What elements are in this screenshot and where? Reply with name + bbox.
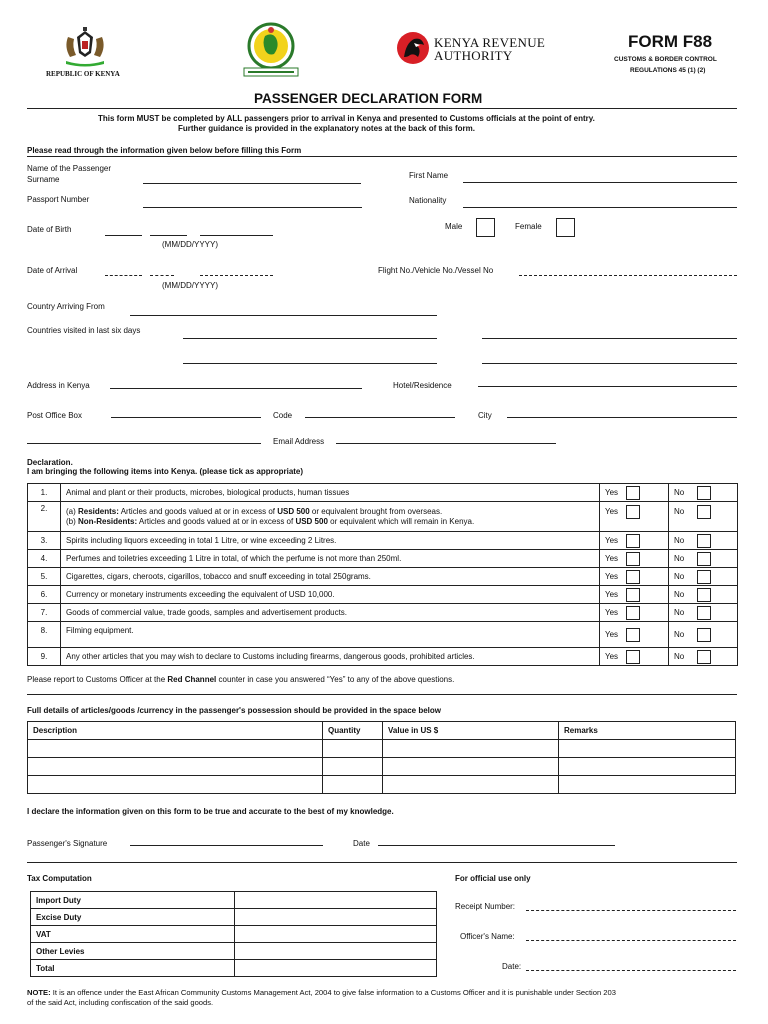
tax-row-label: Excise Duty: [31, 909, 235, 926]
arrival-day-field[interactable]: [150, 275, 174, 276]
republic-of-kenya-text: REPUBLIC OF KENYA: [46, 70, 120, 78]
tax-row-label: VAT: [31, 926, 235, 943]
yes-label: Yes: [605, 553, 619, 563]
receipt-field[interactable]: [526, 910, 736, 911]
first-name-label: First Name: [409, 171, 449, 180]
yes-cell: [600, 622, 669, 648]
female-label: Female: [515, 222, 542, 231]
yes-cell: [600, 568, 669, 586]
email-field[interactable]: [336, 443, 556, 444]
passport-label: Passport Number: [27, 195, 90, 204]
table-row: [28, 740, 736, 758]
note-line1: [27, 988, 616, 997]
yes-checkbox[interactable]: [626, 534, 640, 548]
item-2b-end: or equivalent which will remain in Kenya.: [327, 516, 475, 526]
no-checkbox[interactable]: [697, 588, 711, 602]
description-cell[interactable]: [28, 776, 323, 794]
yes-checkbox[interactable]: [626, 588, 640, 602]
hotel-field[interactable]: [478, 386, 737, 387]
no-label: No: [674, 507, 685, 517]
item-text: Animal and plant or their products, microbes, biological products, human tissues: [61, 484, 600, 502]
male-checkbox[interactable]: [476, 218, 495, 237]
po-box-label: Post Office Box: [27, 411, 82, 420]
first-name-field[interactable]: [463, 182, 737, 183]
red-channel-post: counter in case you answered “Yes” to any of the above questions.: [216, 675, 455, 684]
no-checkbox[interactable]: [697, 505, 711, 519]
table-row: [28, 502, 738, 532]
no-cell: [669, 532, 738, 550]
item-text: Currency or monetary instruments exceeding the equivalent of USD 10,000.: [61, 586, 600, 604]
remarks-cell[interactable]: [559, 776, 736, 794]
arrival-format-hint: (MM/DD/YYYY): [162, 281, 218, 290]
item-text: Cigarettes, cigars, cheroots, cigarillos, tobacco and snuff exceeding in total 250grams.: [61, 568, 600, 586]
dob-year-field[interactable]: [200, 235, 273, 236]
table-row: [31, 926, 437, 943]
no-checkbox[interactable]: [697, 606, 711, 620]
table-header-row: [28, 722, 736, 740]
yes-label: Yes: [605, 571, 619, 581]
no-label: No: [674, 535, 685, 545]
yes-cell: [600, 502, 669, 532]
officer-label: Officer's Name:: [460, 932, 515, 941]
flight-field[interactable]: [519, 275, 737, 276]
yes-checkbox[interactable]: [626, 552, 640, 566]
kra-lion-logo: [396, 31, 430, 65]
item-number: 2.: [28, 502, 61, 532]
column-header: Description: [28, 722, 323, 740]
table-row: [28, 586, 738, 604]
description-cell[interactable]: [28, 740, 323, 758]
details-heading: Full details of articles/goods /currency in the passenger's possession should be provided in the space below: [27, 706, 442, 715]
address-field[interactable]: [110, 388, 362, 389]
no-label: No: [674, 651, 685, 661]
page-title: PASSENGER DECLARATION FORM: [254, 91, 483, 106]
surname-label: Surname: [27, 175, 60, 184]
item-2a-prefix: (a): [66, 506, 78, 516]
email-label: Email Address: [273, 437, 325, 446]
no-cell: [669, 484, 738, 502]
table-row: [31, 909, 437, 926]
yes-checkbox[interactable]: [626, 628, 640, 642]
yes-cell: [600, 484, 669, 502]
tax-table: [30, 891, 437, 977]
table-row: [28, 758, 736, 776]
item-2a-text: Articles and goods valued at or in excess of: [118, 506, 278, 516]
item-number: 3.: [28, 532, 61, 550]
no-label: No: [674, 607, 685, 617]
table-row: [28, 484, 738, 502]
no-checkbox[interactable]: [697, 650, 711, 664]
yes-checkbox[interactable]: [626, 486, 640, 500]
arrival-year-field[interactable]: [200, 275, 273, 276]
column-header: Remarks: [559, 722, 736, 740]
red-channel-label: Red Channel: [167, 675, 217, 684]
female-checkbox[interactable]: [556, 218, 575, 237]
declare-statement: I declare the information given on this form to be true and accurate to the best of my knowledge.: [27, 807, 394, 816]
remarks-cell[interactable]: [559, 740, 736, 758]
description-cell[interactable]: [28, 758, 323, 776]
no-cell: [669, 568, 738, 586]
red-channel-notice: [27, 675, 454, 684]
item-number: 6.: [28, 586, 61, 604]
yes-cell: [600, 532, 669, 550]
read-notice: Please read through the information given below before filling this Form: [27, 146, 302, 155]
divider: [27, 156, 737, 157]
dob-month-field[interactable]: [105, 235, 142, 236]
tax-amount-cell[interactable]: [235, 926, 437, 943]
no-checkbox[interactable]: [697, 628, 711, 642]
city-field[interactable]: [507, 417, 737, 418]
countries-visited-field-3[interactable]: [183, 363, 437, 364]
code-field[interactable]: [305, 417, 455, 418]
item-text: Spirits including liquors exceeding in total 1 Litre, or wine exceeding 2 Litres.: [61, 532, 600, 550]
yes-label: Yes: [605, 629, 619, 639]
arrival-label: Date of Arrival: [27, 266, 78, 275]
official-date-label: Date:: [502, 962, 522, 971]
yes-checkbox[interactable]: [626, 606, 640, 620]
table-row: [28, 776, 736, 794]
item-number: 5.: [28, 568, 61, 586]
no-label: No: [674, 629, 685, 639]
quantity-cell[interactable]: [323, 758, 383, 776]
item-text: Any other articles that you may wish to declare to Customs including firearms, dangerous goods, prohibited articles.: [61, 648, 600, 666]
no-checkbox[interactable]: [697, 570, 711, 584]
surname-field[interactable]: [143, 183, 361, 184]
declaration-heading: Declaration.: [27, 458, 73, 467]
item-2a-usd: USD 500: [277, 506, 310, 516]
red-channel-pre: Please report to Customs Officer at the: [27, 675, 168, 684]
no-label: No: [674, 487, 685, 497]
signature-field[interactable]: [130, 845, 323, 846]
item-number: 8.: [28, 622, 61, 648]
kenya-coat-of-arms-logo: [60, 25, 110, 67]
city-label: City: [478, 411, 492, 420]
no-cell: [669, 604, 738, 622]
table-row: [28, 648, 738, 666]
tax-amount-cell[interactable]: [235, 943, 437, 960]
country-from-field[interactable]: [130, 315, 437, 316]
remarks-cell[interactable]: [559, 758, 736, 776]
dob-day-field[interactable]: [150, 235, 187, 236]
divider: [27, 694, 737, 695]
form-number: FORM F88: [628, 32, 713, 51]
yes-cell: [600, 586, 669, 604]
no-checkbox[interactable]: [697, 552, 711, 566]
countries-visited-field-4[interactable]: [482, 363, 737, 364]
item-2a-end: or equivalent brought from overseas.: [309, 506, 443, 516]
countries-visited-label: Countries visited in last six days: [27, 326, 141, 335]
customs-line1: CUSTOMS & BORDER CONTROL: [614, 56, 717, 63]
value-cell[interactable]: [383, 758, 559, 776]
table-row: [28, 622, 738, 648]
divider: [27, 108, 737, 109]
name-label: Name of the Passenger: [27, 164, 112, 173]
table-row: [31, 943, 437, 960]
passport-field[interactable]: [143, 207, 362, 208]
kra-name-line2: AUTHORITY: [434, 48, 513, 63]
column-header: Value in US $: [383, 722, 559, 740]
dob-label: Date of Birth: [27, 225, 72, 234]
country-from-label: Country Arriving From: [27, 302, 105, 311]
no-checkbox[interactable]: [697, 486, 711, 500]
intro-line2: Further guidance is provided in the explanatory notes at the back of this form.: [178, 124, 475, 133]
item-text: Perfumes and toiletries exceeding 1 Litre in total, of which the perfume is not more than 250ml.: [61, 550, 600, 568]
tax-amount-cell[interactable]: [235, 892, 437, 909]
declaration-table: [27, 483, 738, 666]
divider: [27, 862, 737, 863]
value-cell[interactable]: [383, 740, 559, 758]
no-cell: [669, 648, 738, 666]
nationality-label: Nationality: [409, 196, 447, 205]
note-text: It is an offence under the East African Community Customs Management Act, 2004 to give false information to a Customs Officer and it is punishable under Section 203: [50, 988, 616, 997]
po-box-field[interactable]: [111, 417, 261, 418]
yes-checkbox[interactable]: [626, 650, 640, 664]
address-label: Address in Kenya: [27, 381, 90, 390]
no-cell: [669, 586, 738, 604]
eac-emblem-logo: [238, 20, 304, 78]
yes-cell: [600, 550, 669, 568]
item-number: 1.: [28, 484, 61, 502]
arrival-month-field[interactable]: [105, 275, 142, 276]
details-table: [27, 721, 736, 794]
no-label: No: [674, 589, 685, 599]
table-row: [31, 892, 437, 909]
flight-label: Flight No./Vehicle No./Vessel No: [378, 266, 494, 275]
dob-format-hint: (MM/DD/YYYY): [162, 240, 218, 249]
yes-cell: [600, 604, 669, 622]
date-label: Date: [353, 839, 370, 848]
item-number: 4.: [28, 550, 61, 568]
note-label: NOTE:: [27, 988, 51, 997]
table-row: [28, 550, 738, 568]
email-field-left[interactable]: [27, 443, 261, 444]
receipt-label: Receipt Number:: [455, 902, 516, 911]
table-row: [28, 532, 738, 550]
declaration-subheading: I am bringing the following items into Kenya. (please tick as appropriate): [27, 467, 304, 476]
tax-amount-cell[interactable]: [235, 960, 437, 977]
date-field[interactable]: [378, 845, 615, 846]
note-line2: of the said Act, including confiscation of the said goods.: [27, 998, 214, 1007]
yes-label: Yes: [605, 589, 619, 599]
non-residents-label: Non-Residents:: [78, 516, 138, 526]
item-number: 9.: [28, 648, 61, 666]
yes-checkbox[interactable]: [626, 570, 640, 584]
hotel-label: Hotel/Residence: [393, 381, 452, 390]
countries-visited-field-2[interactable]: [482, 338, 737, 339]
official-date-field[interactable]: [526, 970, 736, 971]
official-heading: For official use only: [455, 874, 531, 883]
yes-checkbox[interactable]: [626, 505, 640, 519]
no-checkbox[interactable]: [697, 534, 711, 548]
value-cell[interactable]: [383, 776, 559, 794]
signature-label: Passenger's Signature: [27, 839, 108, 848]
male-label: Male: [445, 222, 463, 231]
yes-label: Yes: [605, 487, 619, 497]
item-text: [61, 502, 600, 532]
item-2b-text: Articles and goods valued at or in excess of: [137, 516, 296, 526]
column-header: Quantity: [323, 722, 383, 740]
intro-line1: This form MUST be completed by ALL passengers prior to arrival in Kenya and presented to Customs officials at the point of entry.: [98, 114, 595, 123]
table-row: [28, 568, 738, 586]
code-label: Code: [273, 411, 293, 420]
yes-label: Yes: [605, 651, 619, 661]
quantity-cell[interactable]: [323, 776, 383, 794]
kra-name-line1: KENYA REVENUE: [434, 35, 546, 50]
tax-row-label: Other Levies: [31, 943, 235, 960]
yes-label: Yes: [605, 535, 619, 545]
item-text: Goods of commercial value, trade goods, samples and advertisement products.: [61, 604, 600, 622]
no-cell: [669, 622, 738, 648]
item-number: 7.: [28, 604, 61, 622]
officer-field[interactable]: [526, 940, 736, 941]
yes-label: Yes: [605, 507, 619, 517]
no-cell: [669, 550, 738, 568]
tax-heading: Tax Computation: [27, 874, 92, 883]
tax-row-label: Total: [31, 960, 235, 977]
customs-line2: REGULATIONS 45 (1) (2): [630, 67, 706, 74]
yes-label: Yes: [605, 607, 619, 617]
yes-cell: [600, 648, 669, 666]
countries-visited-field-1[interactable]: [183, 338, 437, 339]
no-cell: [669, 502, 738, 532]
table-row: [28, 604, 738, 622]
item-2b-usd: USD 500: [295, 516, 328, 526]
no-label: No: [674, 571, 685, 581]
item-2b-prefix: (b): [66, 516, 78, 526]
nationality-field[interactable]: [463, 207, 737, 208]
item-text: Filming equipment.: [61, 622, 600, 648]
table-row: [31, 960, 437, 977]
tax-amount-cell[interactable]: [235, 909, 437, 926]
quantity-cell[interactable]: [323, 740, 383, 758]
tax-row-label: Import Duty: [31, 892, 235, 909]
no-label: No: [674, 553, 685, 563]
residents-label: Residents:: [78, 506, 119, 516]
